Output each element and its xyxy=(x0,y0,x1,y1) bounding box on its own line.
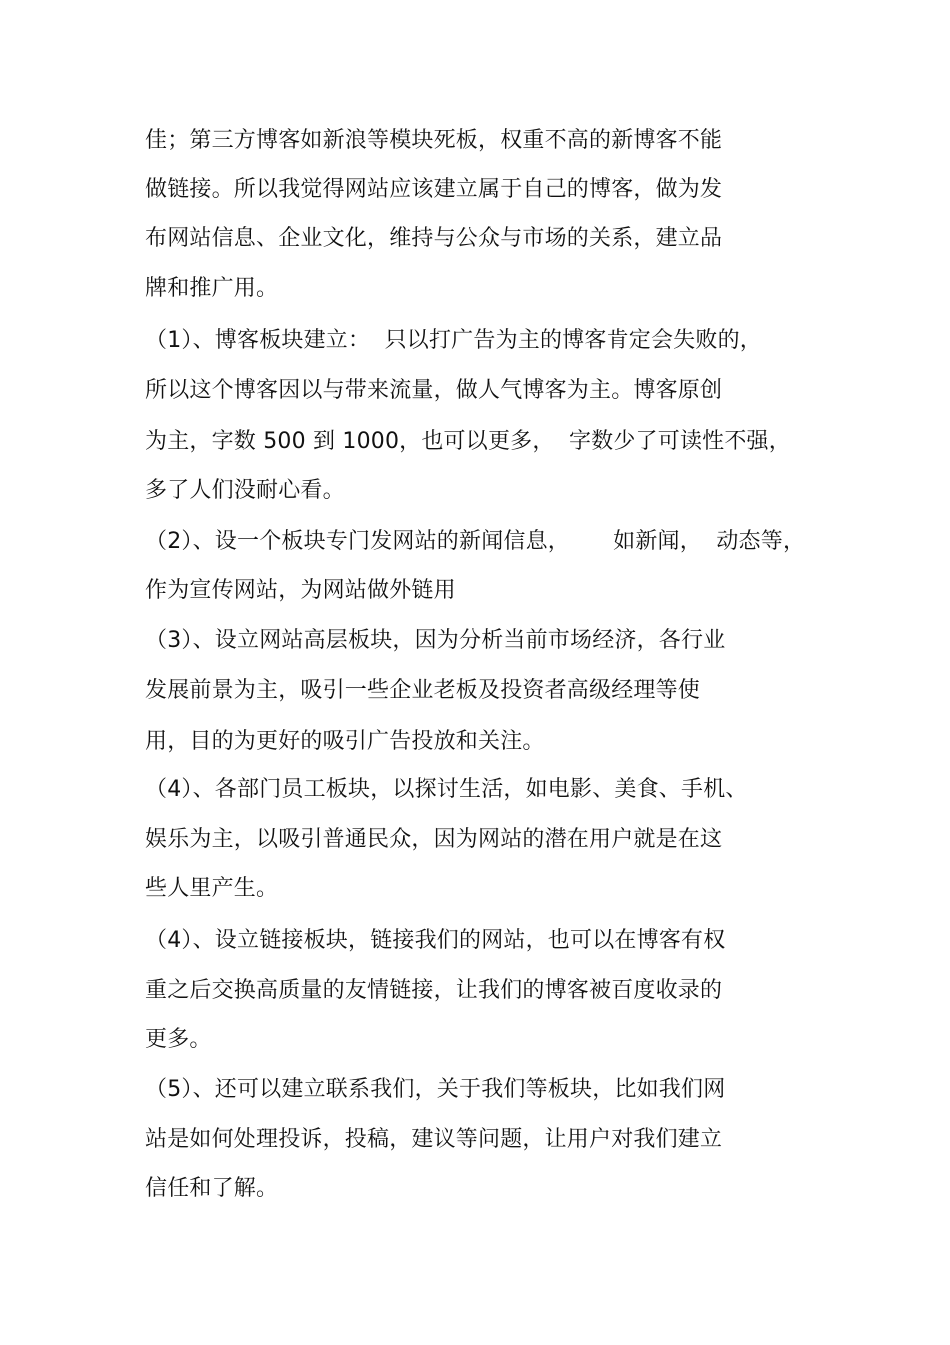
text-line: 些人里产生。 xyxy=(145,876,279,901)
text-line: 为主，字数 500 到 1000，也可以更多， 字数少了可读性不强， xyxy=(145,429,791,454)
text-line: 站是如何处理投诉，投稿，建议等问题，让用户对我们建立 xyxy=(145,1127,723,1152)
text-line: 娱乐为主，以吸引普通民众，因为网站的潜在用户就是在这 xyxy=(145,827,723,852)
text-line: 信任和了解。 xyxy=(145,1176,279,1201)
text-line: （4）、设立链接板块，链接我们的网站，也可以在博客有权 xyxy=(145,928,726,953)
text-line: 佳；第三方博客如新浪等模块死板，权重不高的新博客不能 xyxy=(145,128,723,153)
text-line: 牌和推广用。 xyxy=(145,276,279,301)
text-line: 发展前景为主，吸引一些企业老板及投资者高级经理等使 xyxy=(145,678,701,703)
text-line: （5）、还可以建立联系我们，关于我们等板块，比如我们网 xyxy=(145,1077,726,1102)
text-line: 所以这个博客因以与带来流量，做人气博客为主。博客原创 xyxy=(145,378,723,403)
text-line: （2）、设一个板块专门发网站的新闻信息， 如新闻， 动态等， xyxy=(145,529,806,554)
text-line: 多了人们没耐心看。 xyxy=(145,478,345,503)
text-line: 布网站信息、企业文化，维持与公众与市场的关系，建立品 xyxy=(145,226,723,251)
text-line: （1）、博客板块建立： 只以打广告为主的博客肯定会失败的， xyxy=(145,328,762,353)
text-line: （3）、设立网站高层板块，因为分析当前市场经济，各行业 xyxy=(145,628,726,653)
text-line: 重之后交换高质量的友情链接，让我们的博客被百度收录的 xyxy=(145,978,723,1003)
text-line: 更多。 xyxy=(145,1027,212,1052)
text-line: （4）、各部门员工板块，以探讨生活，如电影、美食、手机、 xyxy=(145,777,748,802)
text-line: 做链接。所以我觉得网站应该建立属于自己的博客，做为发 xyxy=(145,177,723,202)
text-line: 用，目的为更好的吸引广告投放和关注。 xyxy=(145,729,545,754)
text-line: 作为宣传网站，为网站做外链用 xyxy=(145,578,456,603)
